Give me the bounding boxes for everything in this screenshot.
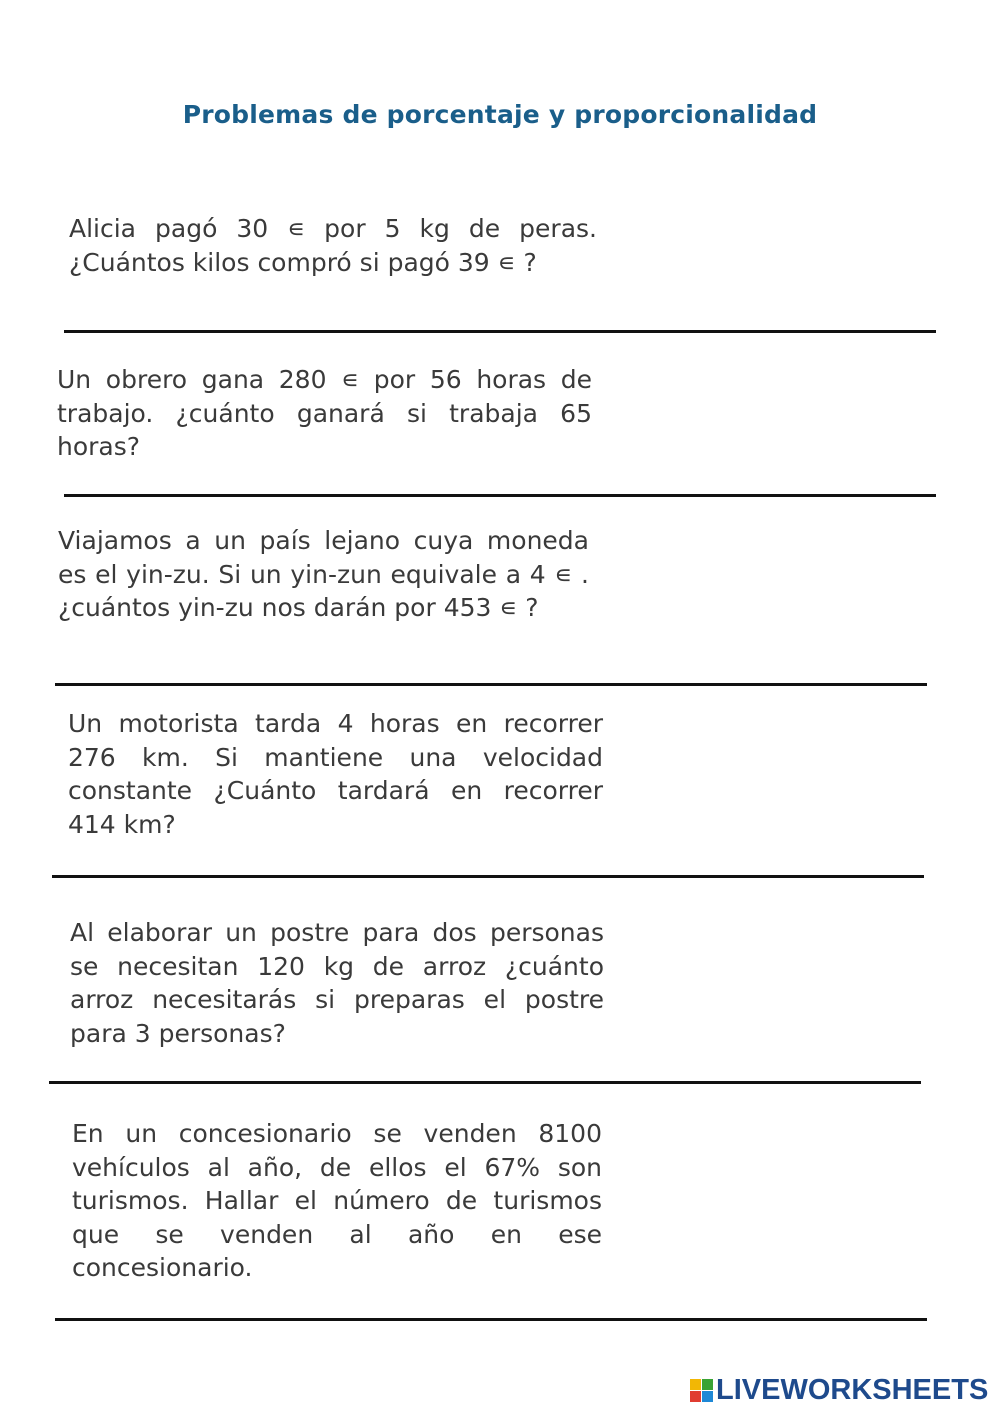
problem-1: Alicia pagó 30 ∊ por 5 kg de peras. ¿Cuántos kilos compró si pagó 39 ∊ ? [69,214,597,277]
problem-5: Al elaborar un postre para dos personas se necesitan 120 kg de arroz ¿cuánto arroz necesitarás si preparas el postre para 3 personas? [70,918,604,1048]
logo-square-3 [690,1391,701,1402]
page-title: Problemas de porcentaje y proporcionalidad [182,100,818,129]
logo-mark-icon [690,1379,713,1402]
answer-line-4[interactable] [52,875,924,878]
logo-text: LIVEWORKSHEETS [716,1373,989,1406]
problem-4: Un motorista tarda 4 horas en recorrer 276 km. Si mantiene una velocidad constante ¿Cuánto tardará en recorrer 414 km? [68,709,603,839]
logo-square-1 [690,1379,701,1390]
answer-line-5[interactable] [49,1081,921,1084]
answer-line-3[interactable] [55,683,927,686]
logo-square-4 [702,1391,713,1402]
problem-6: En un concesionario se venden 8100 vehículos al año, de ellos el 67% son turismos. Hallar el número de turismos que se venden al año en ese concesionario. [72,1119,602,1282]
answer-line-6[interactable] [55,1318,927,1321]
logo-square-2 [702,1379,713,1390]
answer-line-2[interactable] [64,494,936,497]
answer-line-1[interactable] [64,330,936,333]
problem-3: Viajamos a un país lejano cuya moneda es el yin-zu. Si un yin-zun equivale a 4 ∊ . ¿cuántos yin-zu nos darán por 453 ∊ ? [58,526,589,622]
liveworksheets-logo [690,1374,988,1406]
problem-2: Un obrero gana 280 ∊ por 56 horas de trabajo. ¿cuánto ganará si trabaja 65 horas? [57,365,592,461]
